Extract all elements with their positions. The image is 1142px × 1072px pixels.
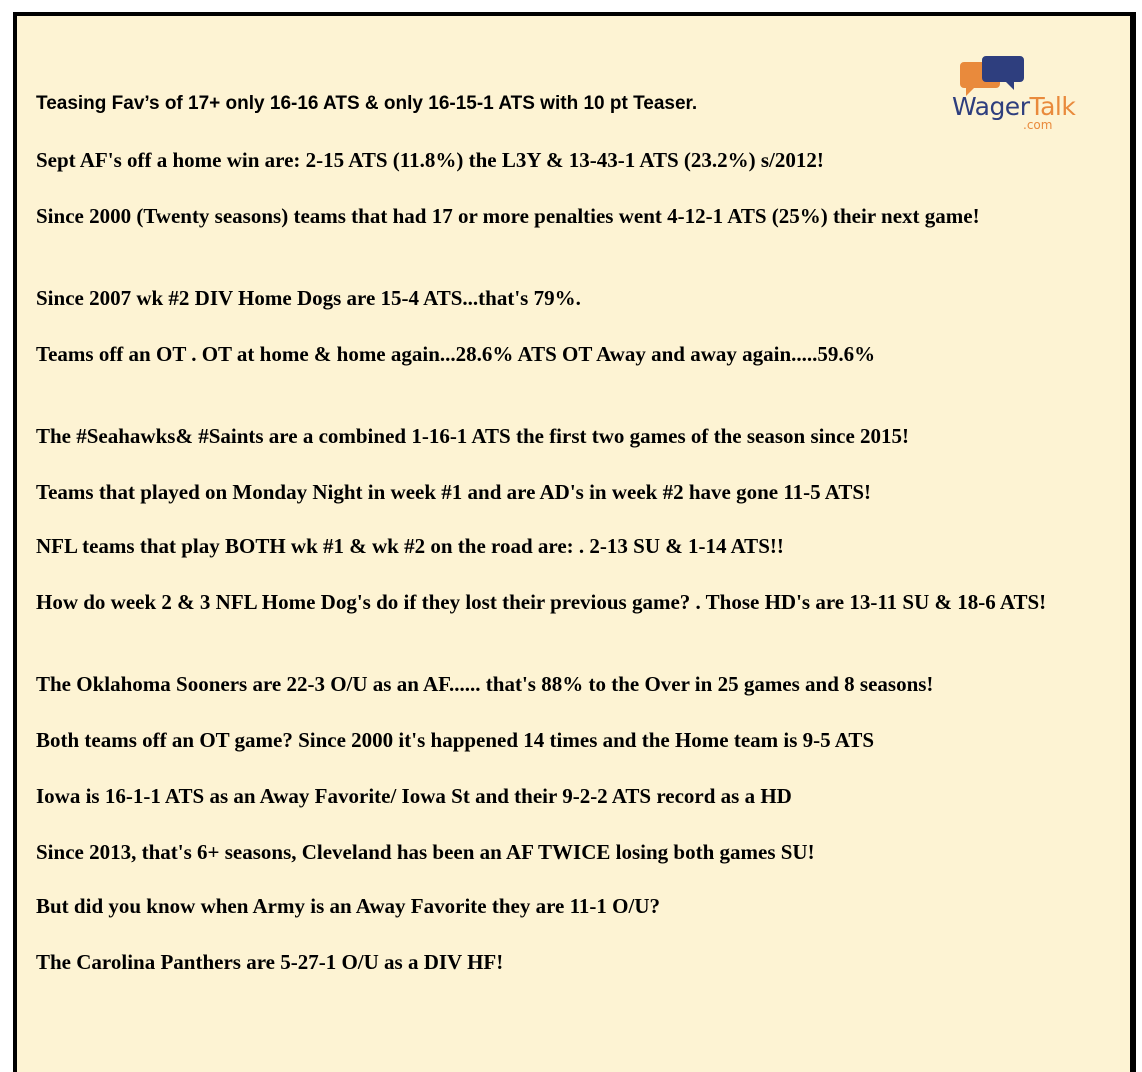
- trend-line-8: NFL teams that play BOTH wk #1 & wk #2 on the road are: . 2-13 SU & 1-14 ATS!!: [36, 534, 784, 558]
- trend-line-5: Teams off an OT . OT at home & home again...28.6% ATS OT Away and away again.....59.6%: [36, 342, 876, 366]
- document-page: [13, 12, 1136, 1072]
- trend-line-4: Since 2007 wk #2 DIV Home Dogs are 15-4 ATS...that's 79%.: [36, 286, 581, 310]
- trend-line-14: But did you know when Army is an Away Favorite they are 11-1 O/U?: [36, 894, 661, 918]
- trend-line-13: Since 2013, that's 6+ seasons, Cleveland has been an AF TWICE losing both games SU!: [36, 840, 815, 864]
- trend-line-7: Teams that played on Monday Night in week #1 and are AD's in week #2 have gone 11-5 ATS!: [36, 480, 872, 504]
- trend-line-9: How do week 2 & 3 NFL Home Dog's do if they lost their previous game? . Those HD's are 13-11 SU & 18-6 ATS!: [36, 590, 1047, 614]
- trend-line-2: Sept AF's off a home win are: 2-15 ATS (11.8%) the L3Y & 13-43-1 ATS (23.2%) s/2012!: [36, 148, 824, 172]
- trend-line-3: Since 2000 (Twenty seasons) teams that had 17 or more penalties went 4-12-1 ATS (25%) their next game!: [36, 204, 980, 228]
- trend-line-12: Iowa is 16-1-1 ATS as an Away Favorite/ Iowa St and their 9-2-2 ATS record as a HD: [36, 784, 792, 808]
- logo-domain-suffix: .com: [1023, 118, 1053, 132]
- trend-line-1: Teasing Fav’s of 17+ only 16-16 ATS & only 16-15-1 ATS with 10 pt Teaser.: [36, 93, 698, 114]
- trend-line-6: The #Seahawks& #Saints are a combined 1-16-1 ATS the first two games of the season since 2015!: [36, 424, 910, 448]
- trend-line-15: The Carolina Panthers are 5-27-1 O/U as a DIV HF!: [36, 950, 504, 974]
- trend-line-10: The Oklahoma Sooners are 22-3 O/U as an AF...... that's 88% to the Over in 25 games and 8 seasons!: [36, 672, 934, 696]
- logo-wordmark: WagerTalk: [952, 92, 1076, 121]
- trend-line-11: Both teams off an OT game? Since 2000 it's happened 14 times and the Home team is 9-5 ATS: [36, 728, 875, 752]
